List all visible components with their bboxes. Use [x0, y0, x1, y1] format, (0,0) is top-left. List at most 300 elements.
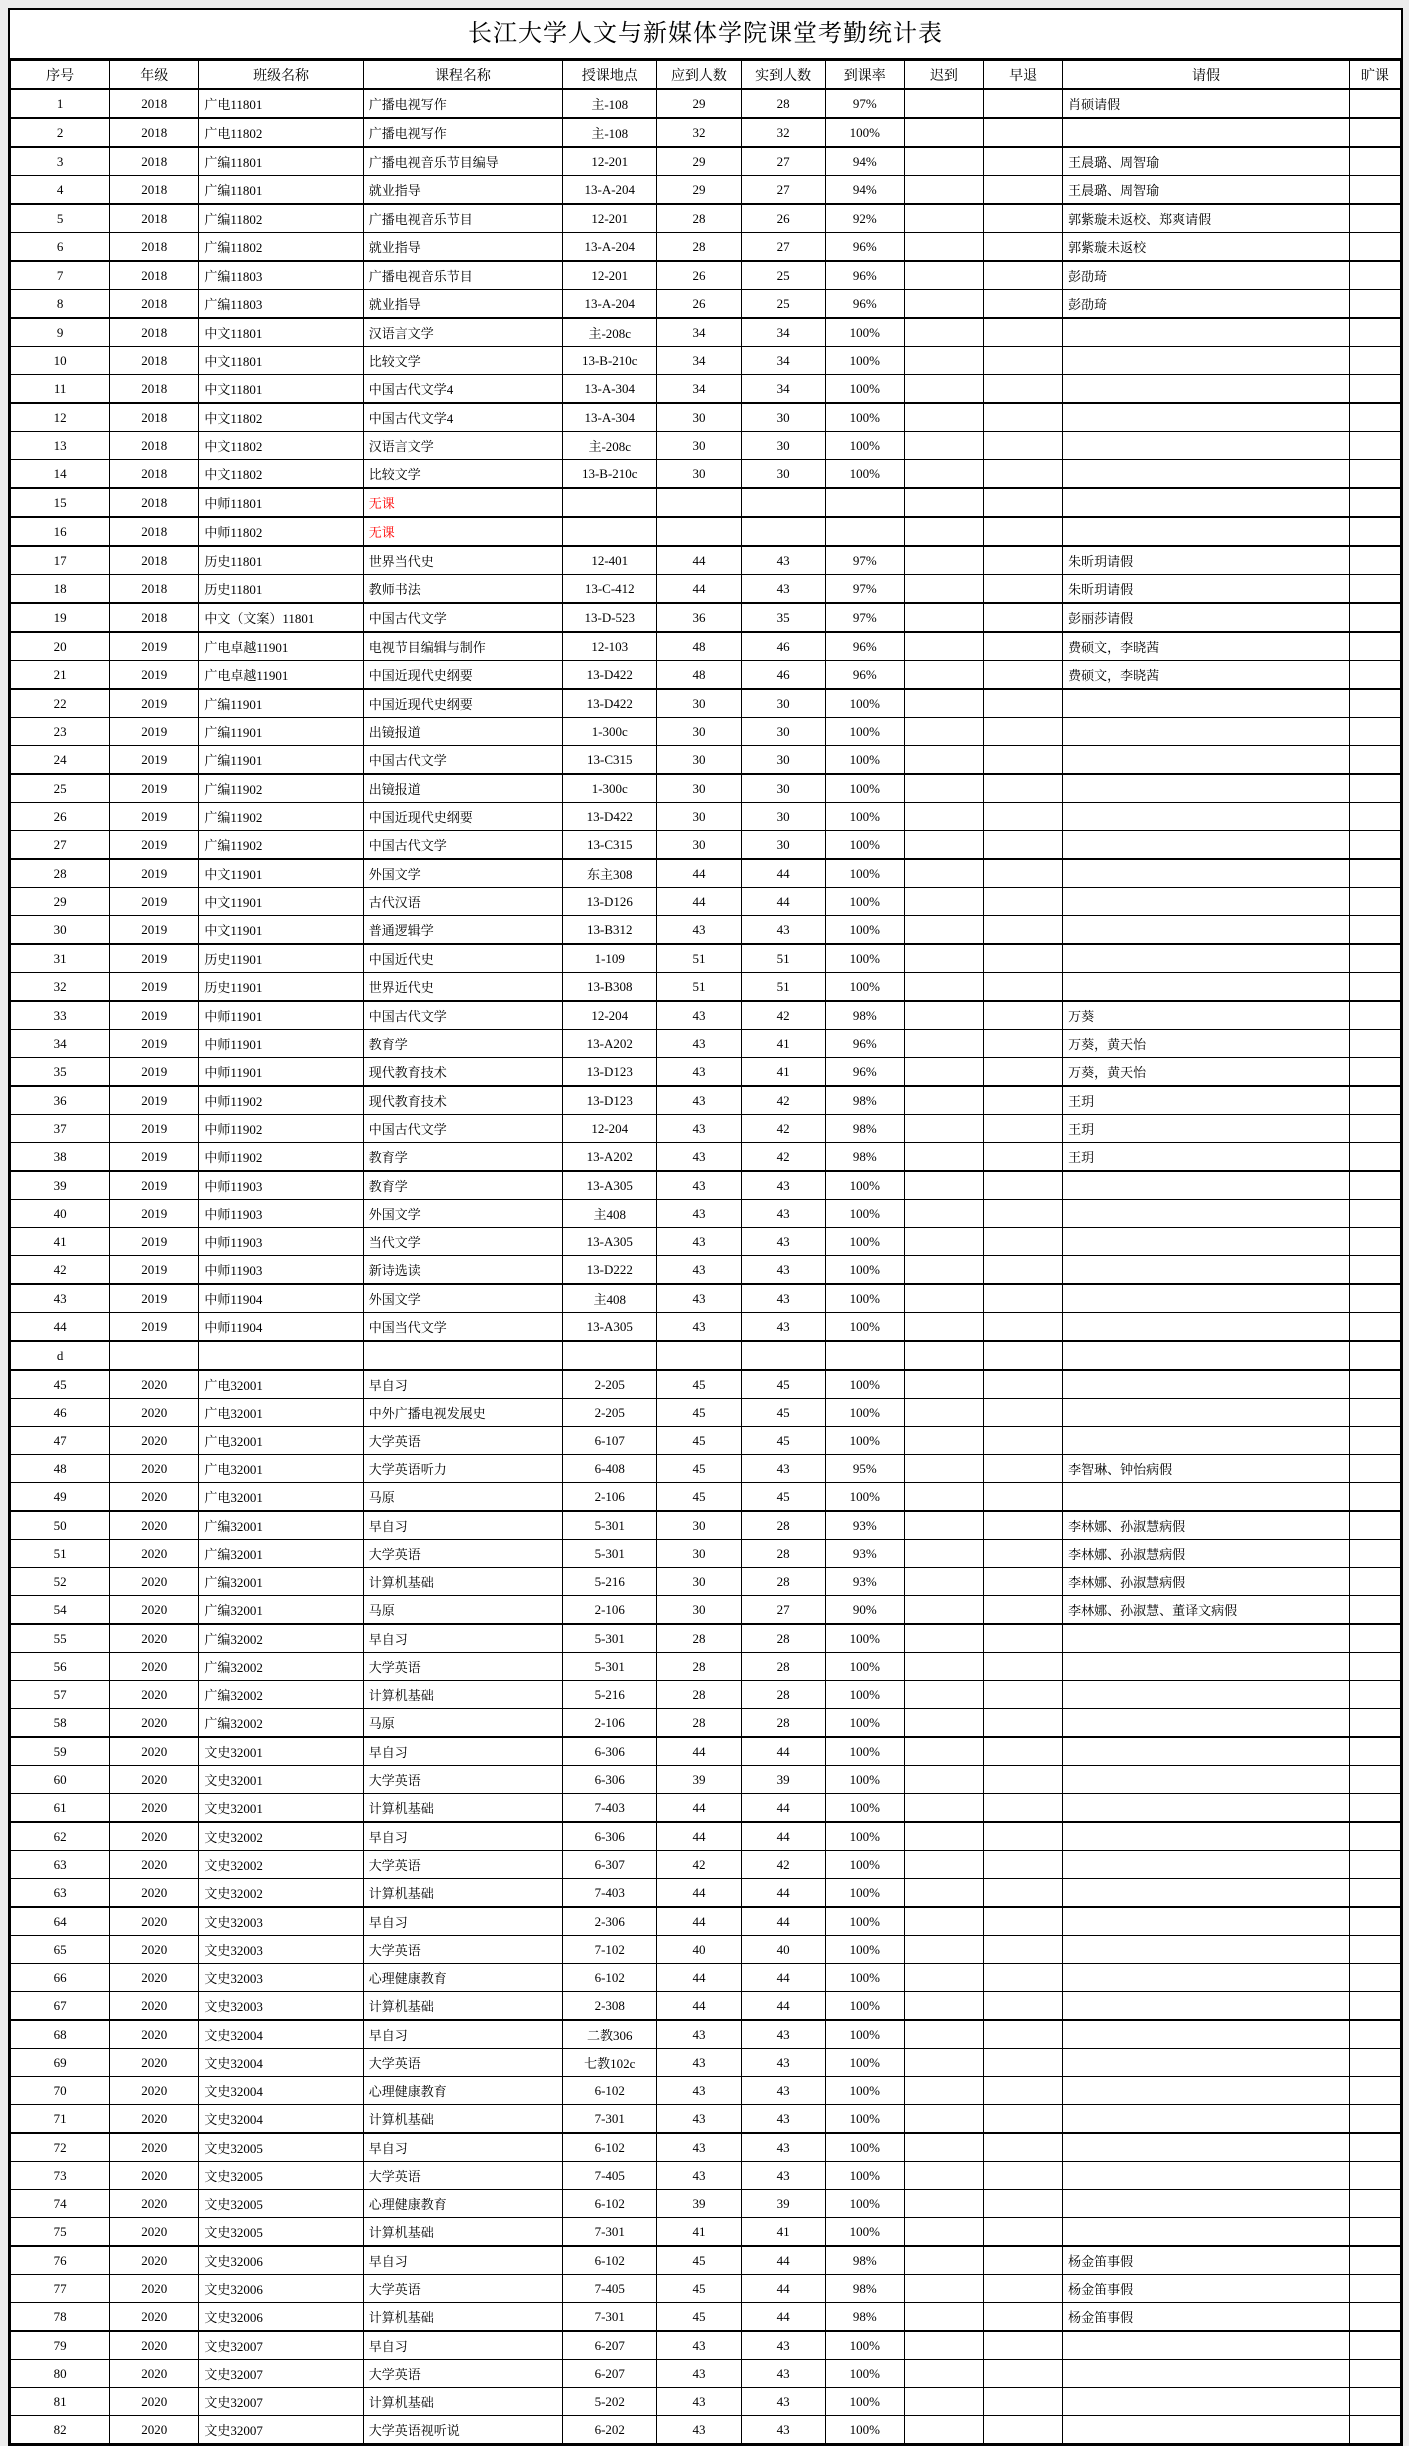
cell-course[interactable]: 无课 — [363, 488, 562, 517]
cell-early[interactable] — [984, 460, 1063, 489]
cell-class[interactable]: 文史32004 — [199, 2049, 363, 2077]
cell-expected[interactable]: 43 — [657, 1058, 741, 1087]
cell-grade[interactable]: 2019 — [110, 774, 199, 803]
cell-rate[interactable]: 100% — [825, 2218, 904, 2247]
cell-actual[interactable]: 30 — [741, 803, 825, 831]
cell-location[interactable]: 主408 — [563, 1284, 657, 1313]
cell-seq[interactable]: 5 — [11, 204, 110, 233]
cell-late[interactable] — [904, 1001, 983, 1030]
cell-grade[interactable]: 2020 — [110, 1709, 199, 1738]
cell-leave[interactable] — [1063, 2077, 1350, 2105]
cell-course[interactable]: 早自习 — [363, 2331, 562, 2360]
cell-rate[interactable]: 100% — [825, 1427, 904, 1455]
cell-leave[interactable] — [1063, 2360, 1350, 2388]
cell-seq[interactable]: 41 — [11, 1228, 110, 1256]
cell-absent[interactable] — [1349, 916, 1400, 945]
cell-location[interactable]: 13-B-210c — [563, 460, 657, 489]
cell-rate[interactable]: 100% — [825, 973, 904, 1002]
cell-leave[interactable] — [1063, 1341, 1350, 1370]
cell-actual[interactable] — [741, 1341, 825, 1370]
cell-late[interactable] — [904, 774, 983, 803]
cell-location[interactable]: 2-205 — [563, 1370, 657, 1399]
cell-grade[interactable] — [110, 1341, 199, 1370]
cell-leave[interactable]: 王玥 — [1063, 1143, 1350, 1172]
cell-expected[interactable]: 43 — [657, 1200, 741, 1228]
cell-location[interactable]: 13-A-204 — [563, 176, 657, 205]
cell-grade[interactable]: 2020 — [110, 1766, 199, 1794]
cell-absent[interactable] — [1349, 859, 1400, 888]
cell-rate[interactable]: 100% — [825, 347, 904, 375]
cell-course[interactable]: 中国古代文学 — [363, 831, 562, 860]
cell-absent[interactable] — [1349, 1200, 1400, 1228]
cell-course[interactable]: 教育学 — [363, 1171, 562, 1200]
cell-class[interactable]: 文史32006 — [199, 2303, 363, 2332]
cell-expected[interactable]: 43 — [657, 1115, 741, 1143]
cell-expected[interactable] — [657, 517, 741, 546]
cell-course[interactable]: 大学英语 — [363, 2360, 562, 2388]
cell-late[interactable] — [904, 1766, 983, 1794]
cell-late[interactable] — [904, 1200, 983, 1228]
cell-actual[interactable]: 43 — [741, 1313, 825, 1342]
cell-location[interactable]: 5-301 — [563, 1540, 657, 1568]
cell-location[interactable]: 5-202 — [563, 2388, 657, 2416]
cell-late[interactable] — [904, 831, 983, 860]
cell-rate[interactable]: 100% — [825, 2133, 904, 2162]
cell-expected[interactable]: 30 — [657, 460, 741, 489]
cell-expected[interactable]: 28 — [657, 204, 741, 233]
cell-seq[interactable]: 18 — [11, 575, 110, 604]
cell-leave[interactable] — [1063, 1483, 1350, 1512]
cell-rate[interactable]: 100% — [825, 432, 904, 460]
cell-class[interactable]: 广编11901 — [199, 689, 363, 718]
cell-actual[interactable]: 30 — [741, 432, 825, 460]
cell-early[interactable] — [984, 1709, 1063, 1738]
column-header-late[interactable]: 迟到 — [904, 61, 983, 90]
cell-location[interactable]: 13-C-412 — [563, 575, 657, 604]
cell-course[interactable]: 新诗选读 — [363, 1256, 562, 1285]
cell-course[interactable]: 就业指导 — [363, 290, 562, 319]
cell-absent[interactable] — [1349, 261, 1400, 290]
cell-course[interactable]: 比较文学 — [363, 347, 562, 375]
cell-seq[interactable]: 77 — [11, 2275, 110, 2303]
cell-absent[interactable] — [1349, 661, 1400, 690]
cell-late[interactable] — [904, 1341, 983, 1370]
cell-late[interactable] — [904, 1228, 983, 1256]
cell-grade[interactable]: 2020 — [110, 1511, 199, 1540]
cell-expected[interactable]: 26 — [657, 261, 741, 290]
cell-grade[interactable]: 2018 — [110, 546, 199, 575]
cell-leave[interactable]: 郭紫璇未返校、郑爽请假 — [1063, 204, 1350, 233]
cell-rate[interactable]: 100% — [825, 2331, 904, 2360]
cell-class[interactable]: 中师11903 — [199, 1200, 363, 1228]
column-header-early[interactable]: 早退 — [984, 61, 1063, 90]
cell-early[interactable] — [984, 1737, 1063, 1766]
cell-expected[interactable]: 43 — [657, 2388, 741, 2416]
cell-class[interactable]: 文史32007 — [199, 2416, 363, 2444]
cell-grade[interactable]: 2020 — [110, 1399, 199, 1427]
cell-course[interactable]: 计算机基础 — [363, 2105, 562, 2134]
cell-grade[interactable]: 2020 — [110, 2388, 199, 2416]
cell-late[interactable] — [904, 859, 983, 888]
cell-location[interactable]: 1-109 — [563, 944, 657, 973]
cell-late[interactable] — [904, 1256, 983, 1285]
cell-early[interactable] — [984, 375, 1063, 404]
cell-early[interactable] — [984, 1455, 1063, 1483]
cell-course[interactable]: 就业指导 — [363, 176, 562, 205]
cell-seq[interactable]: 39 — [11, 1171, 110, 1200]
cell-late[interactable] — [904, 432, 983, 460]
cell-early[interactable] — [984, 1936, 1063, 1964]
cell-location[interactable]: 13-A-204 — [563, 233, 657, 262]
cell-rate[interactable]: 98% — [825, 2303, 904, 2332]
cell-late[interactable] — [904, 1681, 983, 1709]
cell-late[interactable] — [904, 261, 983, 290]
cell-grade[interactable]: 2020 — [110, 2190, 199, 2218]
cell-seq[interactable]: 3 — [11, 147, 110, 176]
cell-absent[interactable] — [1349, 1879, 1400, 1908]
cell-early[interactable] — [984, 1143, 1063, 1172]
cell-late[interactable] — [904, 916, 983, 945]
cell-late[interactable] — [904, 1879, 983, 1908]
cell-leave[interactable] — [1063, 432, 1350, 460]
cell-course[interactable]: 计算机基础 — [363, 1681, 562, 1709]
cell-actual[interactable]: 44 — [741, 2303, 825, 2332]
cell-early[interactable] — [984, 2303, 1063, 2332]
cell-early[interactable] — [984, 1511, 1063, 1540]
cell-grade[interactable]: 2020 — [110, 1681, 199, 1709]
cell-absent[interactable] — [1349, 746, 1400, 775]
cell-expected[interactable]: 45 — [657, 1483, 741, 1512]
cell-seq[interactable]: 12 — [11, 403, 110, 432]
cell-class[interactable]: 广编11901 — [199, 746, 363, 775]
cell-rate[interactable] — [825, 488, 904, 517]
cell-expected[interactable]: 32 — [657, 118, 741, 147]
cell-grade[interactable]: 2019 — [110, 888, 199, 916]
cell-grade[interactable]: 2019 — [110, 1086, 199, 1115]
cell-rate[interactable]: 98% — [825, 1115, 904, 1143]
cell-early[interactable] — [984, 2020, 1063, 2049]
cell-leave[interactable] — [1063, 1427, 1350, 1455]
cell-early[interactable] — [984, 546, 1063, 575]
cell-absent[interactable] — [1349, 1964, 1400, 1992]
cell-class[interactable]: 文史32004 — [199, 2020, 363, 2049]
cell-course[interactable]: 广播电视音乐节目 — [363, 261, 562, 290]
cell-seq[interactable]: 79 — [11, 2331, 110, 2360]
cell-class[interactable]: 广电卓越11901 — [199, 661, 363, 690]
cell-absent[interactable] — [1349, 147, 1400, 176]
cell-early[interactable] — [984, 2049, 1063, 2077]
cell-course[interactable]: 汉语言文学 — [363, 318, 562, 347]
cell-expected[interactable]: 28 — [657, 1624, 741, 1653]
cell-rate[interactable]: 100% — [825, 1851, 904, 1879]
cell-early[interactable] — [984, 916, 1063, 945]
cell-actual[interactable]: 44 — [741, 1964, 825, 1992]
cell-grade[interactable]: 2018 — [110, 488, 199, 517]
cell-late[interactable] — [904, 1086, 983, 1115]
cell-rate[interactable]: 96% — [825, 632, 904, 661]
cell-course[interactable]: 世界当代史 — [363, 546, 562, 575]
column-header-grade[interactable]: 年级 — [110, 61, 199, 90]
cell-class[interactable]: 广电卓越11901 — [199, 632, 363, 661]
cell-grade[interactable]: 2019 — [110, 746, 199, 775]
cell-expected[interactable]: 30 — [657, 774, 741, 803]
cell-seq[interactable]: 54 — [11, 1596, 110, 1625]
cell-seq[interactable]: 69 — [11, 2049, 110, 2077]
cell-grade[interactable]: 2019 — [110, 916, 199, 945]
cell-seq[interactable]: 63 — [11, 1851, 110, 1879]
cell-seq[interactable]: 36 — [11, 1086, 110, 1115]
cell-late[interactable] — [904, 1455, 983, 1483]
cell-course[interactable]: 大学英语听力 — [363, 1455, 562, 1483]
cell-leave[interactable] — [1063, 1907, 1350, 1936]
cell-rate[interactable]: 100% — [825, 1200, 904, 1228]
cell-late[interactable] — [904, 1511, 983, 1540]
cell-course[interactable]: 外国文学 — [363, 1200, 562, 1228]
cell-course[interactable]: 古代汉语 — [363, 888, 562, 916]
cell-late[interactable] — [904, 460, 983, 489]
cell-late[interactable] — [904, 233, 983, 262]
cell-leave[interactable] — [1063, 1399, 1350, 1427]
cell-location[interactable]: 5-301 — [563, 1511, 657, 1540]
cell-class[interactable]: 广编32001 — [199, 1568, 363, 1596]
cell-rate[interactable]: 100% — [825, 1624, 904, 1653]
cell-grade[interactable]: 2020 — [110, 1483, 199, 1512]
cell-rate[interactable]: 100% — [825, 403, 904, 432]
cell-expected[interactable] — [657, 1341, 741, 1370]
cell-actual[interactable]: 43 — [741, 2105, 825, 2134]
cell-early[interactable] — [984, 89, 1063, 118]
cell-rate[interactable]: 100% — [825, 2360, 904, 2388]
cell-grade[interactable]: 2020 — [110, 2049, 199, 2077]
cell-expected[interactable]: 30 — [657, 718, 741, 746]
cell-grade[interactable]: 2018 — [110, 176, 199, 205]
cell-class[interactable]: 文史32005 — [199, 2190, 363, 2218]
cell-rate[interactable]: 97% — [825, 575, 904, 604]
cell-rate[interactable]: 97% — [825, 546, 904, 575]
cell-leave[interactable]: 王晨璐、周智瑜 — [1063, 147, 1350, 176]
cell-course[interactable]: 大学英语 — [363, 1540, 562, 1568]
cell-late[interactable] — [904, 575, 983, 604]
cell-early[interactable] — [984, 1200, 1063, 1228]
cell-seq[interactable]: 80 — [11, 2360, 110, 2388]
cell-absent[interactable] — [1349, 803, 1400, 831]
cell-leave[interactable] — [1063, 1766, 1350, 1794]
cell-rate[interactable]: 100% — [825, 1256, 904, 1285]
cell-rate[interactable]: 93% — [825, 1511, 904, 1540]
cell-class[interactable]: 广编11803 — [199, 261, 363, 290]
cell-location[interactable]: 1-300c — [563, 774, 657, 803]
cell-absent[interactable] — [1349, 1568, 1400, 1596]
cell-late[interactable] — [904, 2303, 983, 2332]
cell-seq[interactable]: 62 — [11, 1822, 110, 1851]
cell-late[interactable] — [904, 118, 983, 147]
cell-expected[interactable]: 43 — [657, 2162, 741, 2190]
cell-actual[interactable]: 27 — [741, 233, 825, 262]
cell-leave[interactable] — [1063, 2218, 1350, 2247]
cell-rate[interactable]: 100% — [825, 1284, 904, 1313]
cell-actual[interactable]: 41 — [741, 2218, 825, 2247]
cell-rate[interactable]: 98% — [825, 1001, 904, 1030]
cell-seq[interactable]: 58 — [11, 1709, 110, 1738]
cell-actual[interactable]: 27 — [741, 176, 825, 205]
cell-class[interactable]: 广编11901 — [199, 718, 363, 746]
cell-seq[interactable]: 1 — [11, 89, 110, 118]
cell-early[interactable] — [984, 1596, 1063, 1625]
cell-rate[interactable]: 100% — [825, 1992, 904, 2021]
cell-actual[interactable]: 43 — [741, 2077, 825, 2105]
cell-rate[interactable]: 100% — [825, 1822, 904, 1851]
cell-location[interactable]: 13-D422 — [563, 689, 657, 718]
cell-rate[interactable]: 100% — [825, 2105, 904, 2134]
cell-grade[interactable]: 2020 — [110, 2133, 199, 2162]
cell-early[interactable] — [984, 290, 1063, 319]
cell-actual[interactable]: 44 — [741, 1794, 825, 1823]
cell-late[interactable] — [904, 1171, 983, 1200]
cell-seq[interactable]: 29 — [11, 888, 110, 916]
cell-course[interactable]: 外国文学 — [363, 1284, 562, 1313]
cell-seq[interactable]: 31 — [11, 944, 110, 973]
cell-seq[interactable]: 15 — [11, 488, 110, 517]
cell-location[interactable]: 13-C315 — [563, 831, 657, 860]
cell-grade[interactable]: 2018 — [110, 233, 199, 262]
cell-early[interactable] — [984, 1653, 1063, 1681]
cell-absent[interactable] — [1349, 1455, 1400, 1483]
cell-seq[interactable]: 70 — [11, 2077, 110, 2105]
cell-grade[interactable]: 2020 — [110, 2105, 199, 2134]
cell-class[interactable]: 中文（文案）11801 — [199, 603, 363, 632]
cell-expected[interactable]: 29 — [657, 147, 741, 176]
cell-grade[interactable]: 2018 — [110, 204, 199, 233]
cell-early[interactable] — [984, 831, 1063, 860]
cell-leave[interactable] — [1063, 2162, 1350, 2190]
cell-location[interactable]: 主-108 — [563, 118, 657, 147]
cell-grade[interactable]: 2020 — [110, 1879, 199, 1908]
cell-actual[interactable]: 28 — [741, 1709, 825, 1738]
cell-grade[interactable]: 2019 — [110, 803, 199, 831]
cell-expected[interactable]: 45 — [657, 2246, 741, 2275]
cell-expected[interactable]: 43 — [657, 2105, 741, 2134]
cell-seq[interactable]: 48 — [11, 1455, 110, 1483]
cell-location[interactable]: 13-D222 — [563, 1256, 657, 1285]
cell-leave[interactable]: 万葵 — [1063, 1001, 1350, 1030]
cell-location[interactable]: 13-B-210c — [563, 347, 657, 375]
cell-late[interactable] — [904, 1822, 983, 1851]
cell-absent[interactable] — [1349, 2049, 1400, 2077]
cell-expected[interactable]: 43 — [657, 2020, 741, 2049]
cell-late[interactable] — [904, 1143, 983, 1172]
cell-absent[interactable] — [1349, 460, 1400, 489]
cell-early[interactable] — [984, 2275, 1063, 2303]
cell-rate[interactable]: 100% — [825, 2388, 904, 2416]
cell-class[interactable]: 广电32001 — [199, 1455, 363, 1483]
cell-rate[interactable]: 100% — [825, 1794, 904, 1823]
cell-class[interactable] — [199, 1341, 363, 1370]
cell-actual[interactable]: 30 — [741, 746, 825, 775]
cell-class[interactable]: 中师11901 — [199, 1001, 363, 1030]
cell-leave[interactable] — [1063, 888, 1350, 916]
cell-actual[interactable]: 44 — [741, 2275, 825, 2303]
cell-leave[interactable] — [1063, 2190, 1350, 2218]
cell-leave[interactable] — [1063, 1851, 1350, 1879]
cell-expected[interactable]: 43 — [657, 1086, 741, 1115]
cell-class[interactable]: 广编32002 — [199, 1624, 363, 1653]
cell-absent[interactable] — [1349, 1030, 1400, 1058]
cell-course[interactable]: 中国古代文学4 — [363, 403, 562, 432]
cell-leave[interactable] — [1063, 1964, 1350, 1992]
cell-early[interactable] — [984, 432, 1063, 460]
cell-late[interactable] — [904, 347, 983, 375]
cell-seq[interactable]: 55 — [11, 1624, 110, 1653]
cell-course[interactable]: 早自习 — [363, 2133, 562, 2162]
cell-grade[interactable]: 2019 — [110, 1115, 199, 1143]
cell-expected[interactable]: 44 — [657, 546, 741, 575]
cell-late[interactable] — [904, 375, 983, 404]
cell-grade[interactable]: 2019 — [110, 632, 199, 661]
cell-class[interactable]: 中文11801 — [199, 318, 363, 347]
cell-leave[interactable] — [1063, 517, 1350, 546]
cell-late[interactable] — [904, 2416, 983, 2444]
cell-absent[interactable] — [1349, 1596, 1400, 1625]
cell-seq[interactable]: 20 — [11, 632, 110, 661]
cell-late[interactable] — [904, 746, 983, 775]
cell-early[interactable] — [984, 1794, 1063, 1823]
cell-grade[interactable]: 2018 — [110, 318, 199, 347]
cell-leave[interactable] — [1063, 916, 1350, 945]
cell-grade[interactable]: 2020 — [110, 1596, 199, 1625]
cell-class[interactable]: 历史11901 — [199, 944, 363, 973]
cell-late[interactable] — [904, 204, 983, 233]
cell-expected[interactable]: 30 — [657, 432, 741, 460]
cell-grade[interactable]: 2020 — [110, 1964, 199, 1992]
cell-expected[interactable]: 45 — [657, 1370, 741, 1399]
cell-early[interactable] — [984, 2331, 1063, 2360]
cell-late[interactable] — [904, 517, 983, 546]
cell-early[interactable] — [984, 2077, 1063, 2105]
cell-grade[interactable]: 2019 — [110, 689, 199, 718]
cell-leave[interactable]: 费硕文，李晓茜 — [1063, 661, 1350, 690]
cell-grade[interactable]: 2020 — [110, 1624, 199, 1653]
cell-leave[interactable]: 朱昕玥请假 — [1063, 575, 1350, 604]
cell-expected[interactable]: 45 — [657, 1399, 741, 1427]
cell-class[interactable]: 中师11903 — [199, 1256, 363, 1285]
cell-early[interactable] — [984, 1228, 1063, 1256]
cell-class[interactable]: 中师11903 — [199, 1171, 363, 1200]
cell-rate[interactable]: 93% — [825, 1540, 904, 1568]
cell-absent[interactable] — [1349, 973, 1400, 1002]
cell-location[interactable]: 12-201 — [563, 147, 657, 176]
cell-late[interactable] — [904, 689, 983, 718]
cell-leave[interactable] — [1063, 1681, 1350, 1709]
cell-actual[interactable]: 44 — [741, 1907, 825, 1936]
cell-course[interactable]: 大学英语 — [363, 1653, 562, 1681]
cell-actual[interactable]: 30 — [741, 689, 825, 718]
cell-course[interactable]: 中国当代文学 — [363, 1313, 562, 1342]
cell-absent[interactable] — [1349, 176, 1400, 205]
cell-leave[interactable] — [1063, 2416, 1350, 2444]
cell-expected[interactable]: 51 — [657, 973, 741, 1002]
cell-leave[interactable]: 彭劭琦 — [1063, 261, 1350, 290]
cell-class[interactable]: 广编11801 — [199, 147, 363, 176]
cell-expected[interactable]: 30 — [657, 746, 741, 775]
cell-expected[interactable]: 44 — [657, 1822, 741, 1851]
cell-expected[interactable]: 44 — [657, 859, 741, 888]
column-header-expected[interactable]: 应到人数 — [657, 61, 741, 90]
cell-seq[interactable]: 47 — [11, 1427, 110, 1455]
cell-rate[interactable]: 100% — [825, 1737, 904, 1766]
cell-expected[interactable]: 28 — [657, 1681, 741, 1709]
cell-rate[interactable]: 90% — [825, 1596, 904, 1625]
cell-location[interactable]: 6-102 — [563, 2246, 657, 2275]
